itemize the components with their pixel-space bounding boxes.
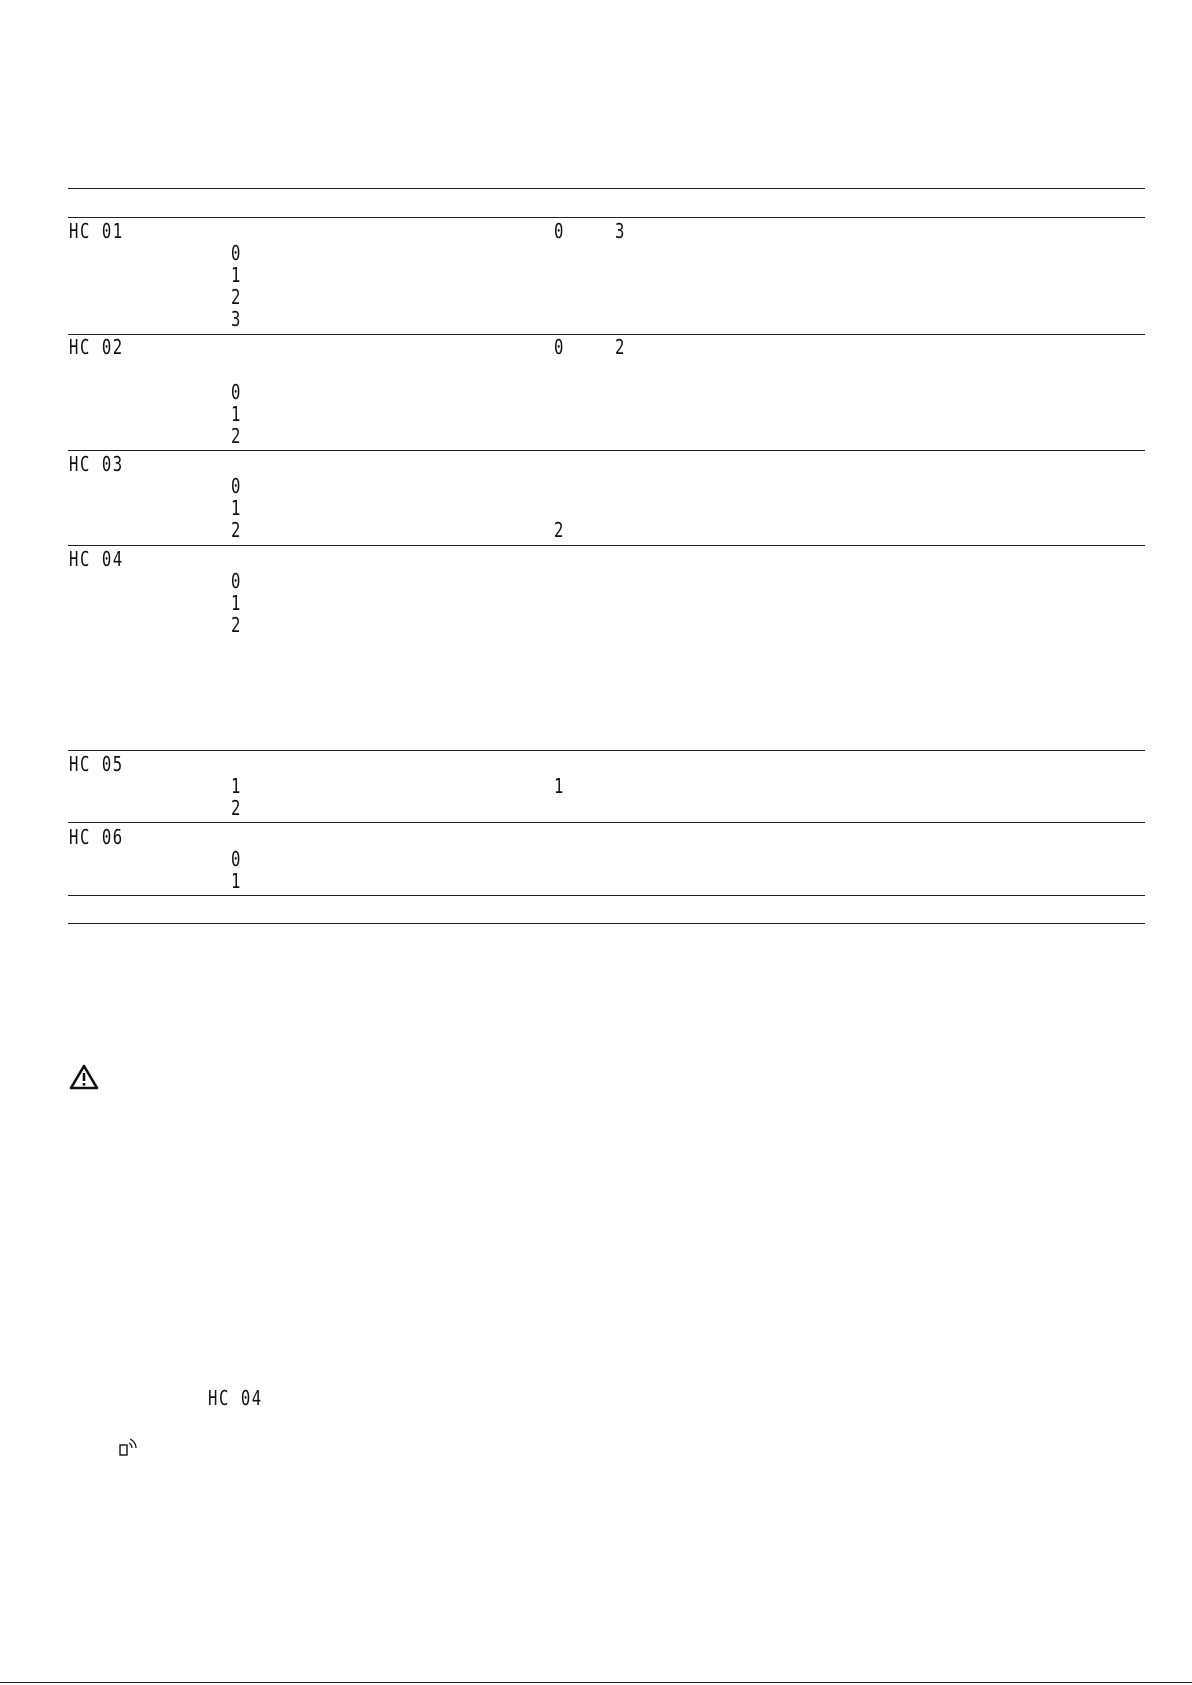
range-min: 0 [554,219,565,243]
range-max: 2 [615,335,626,359]
setting-code: HC 05 [69,752,124,776]
row-divider [68,450,1145,451]
option-value: 1 [231,869,242,893]
row-divider [68,334,1145,335]
option-value: 1 [231,591,242,615]
option-value: 1 [231,402,242,426]
table-top-rule [68,188,1145,189]
setting-code: HC 02 [69,335,124,359]
option-value: 0 [231,847,242,871]
row-divider [68,545,1145,546]
option-value: 1 [231,263,242,287]
setting-code: HC 06 [69,825,124,849]
option-value: 1 [231,496,242,520]
row-divider [68,750,1145,751]
remote-signal-icon [118,1437,138,1457]
warning-triangle-icon [69,1064,99,1090]
setting-code: HC 04 [69,547,124,571]
option-value: 1 [231,774,242,798]
note-value: 2 [554,518,565,542]
option-value: 3 [231,307,242,331]
option-value: 2 [231,424,242,448]
setting-code: HC 03 [69,452,124,476]
option-value: 0 [231,569,242,593]
instruction-code: HC 04 [208,1386,263,1410]
option-value: 2 [231,285,242,309]
option-value: 0 [231,241,242,265]
option-value: 2 [231,518,242,542]
page-bottom-rule [0,1682,1192,1683]
range-min: 0 [554,335,565,359]
range-max: 3 [615,219,626,243]
table-bottom-rule [68,923,1145,924]
option-value: 2 [231,796,242,820]
setting-code: HC 01 [69,219,124,243]
row-divider [68,895,1145,896]
option-value: 0 [231,474,242,498]
table-header-rule [68,217,1145,218]
option-value: 0 [231,380,242,404]
row-divider [68,822,1145,823]
option-value: 2 [231,613,242,637]
note-value: 1 [554,774,565,798]
